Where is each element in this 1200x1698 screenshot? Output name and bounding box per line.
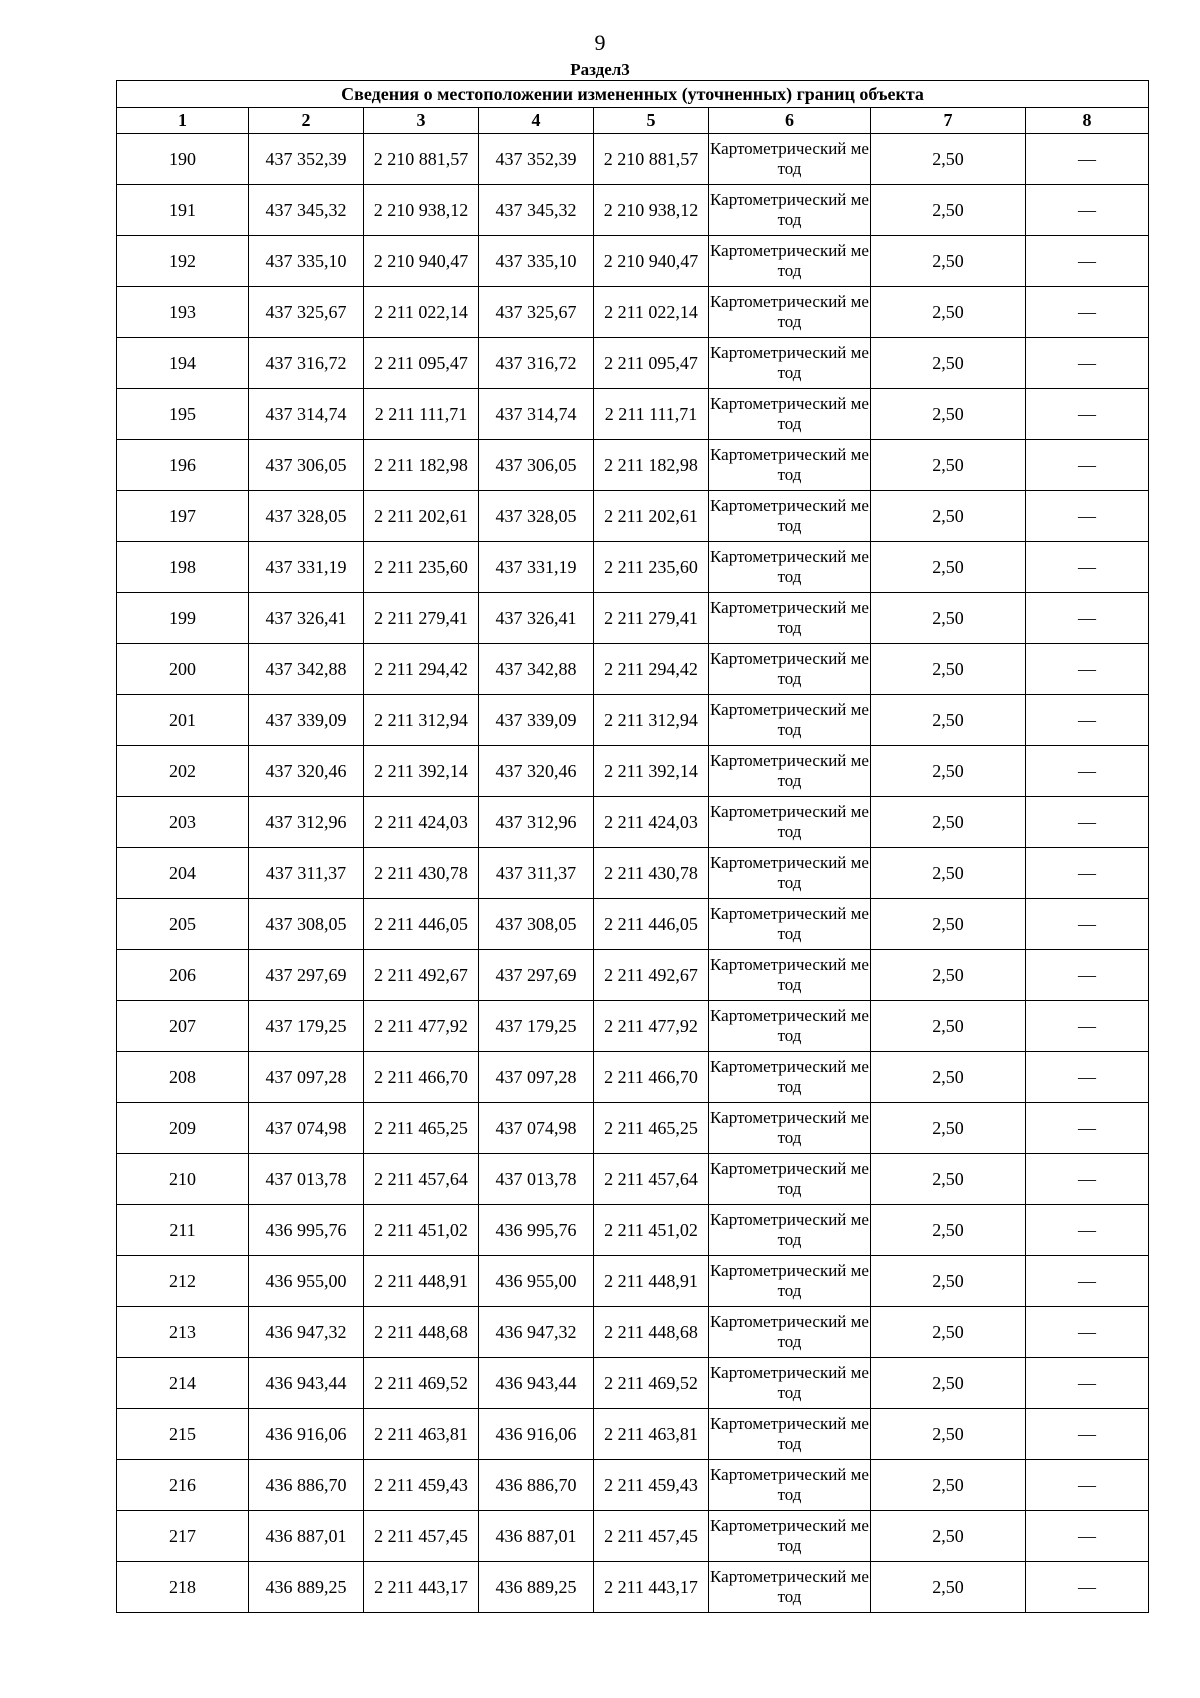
table-row	[117, 1256, 1149, 1307]
cell-x-new: 437 097,28	[479, 1052, 594, 1103]
cell-y-existing: 2 211 492,67	[364, 950, 479, 1001]
cell-method: Картометрический метод	[709, 287, 871, 338]
cell-x-existing: 436 887,01	[249, 1511, 364, 1562]
cell-x-existing: 437 331,19	[249, 542, 364, 593]
cell-x-new: 437 335,10	[479, 236, 594, 287]
cell-note: —	[1026, 1001, 1149, 1052]
cell-x-new: 437 352,39	[479, 134, 594, 185]
cell-note: —	[1026, 338, 1149, 389]
cell-point-number: 193	[117, 287, 249, 338]
cell-y-new: 2 211 202,61	[594, 491, 709, 542]
cell-y-existing: 2 211 446,05	[364, 899, 479, 950]
table-row	[117, 236, 1149, 287]
cell-x-new: 437 325,67	[479, 287, 594, 338]
cell-y-existing: 2 210 940,47	[364, 236, 479, 287]
cell-point-number: 195	[117, 389, 249, 440]
cell-y-existing: 2 211 111,71	[364, 389, 479, 440]
cell-accuracy: 2,50	[871, 1511, 1026, 1562]
cell-note: —	[1026, 1307, 1149, 1358]
cell-accuracy: 2,50	[871, 491, 1026, 542]
cell-y-existing: 2 211 477,92	[364, 1001, 479, 1052]
cell-x-new: 437 013,78	[479, 1154, 594, 1205]
cell-y-existing: 2 211 469,52	[364, 1358, 479, 1409]
cell-accuracy: 2,50	[871, 593, 1026, 644]
cell-y-new: 2 211 465,25	[594, 1103, 709, 1154]
column-header-row	[117, 108, 1149, 134]
cell-note: —	[1026, 950, 1149, 1001]
cell-x-existing: 437 314,74	[249, 389, 364, 440]
cell-method: Картометрический метод	[709, 1103, 871, 1154]
cell-point-number: 196	[117, 440, 249, 491]
cell-y-existing: 2 211 463,81	[364, 1409, 479, 1460]
cell-y-existing: 2 211 430,78	[364, 848, 479, 899]
cell-x-existing: 437 345,32	[249, 185, 364, 236]
cell-accuracy: 2,50	[871, 899, 1026, 950]
cell-y-new: 2 211 459,43	[594, 1460, 709, 1511]
cell-x-existing: 437 339,09	[249, 695, 364, 746]
cell-x-existing: 436 995,76	[249, 1205, 364, 1256]
cell-note: —	[1026, 644, 1149, 695]
cell-note: —	[1026, 1511, 1149, 1562]
cell-x-existing: 437 308,05	[249, 899, 364, 950]
cell-x-existing: 437 311,37	[249, 848, 364, 899]
cell-y-new: 2 211 448,68	[594, 1307, 709, 1358]
cell-x-new: 436 947,32	[479, 1307, 594, 1358]
cell-note: —	[1026, 491, 1149, 542]
cell-y-new: 2 211 022,14	[594, 287, 709, 338]
cell-point-number: 208	[117, 1052, 249, 1103]
cell-method: Картометрический метод	[709, 1154, 871, 1205]
table-row	[117, 389, 1149, 440]
table-row	[117, 440, 1149, 491]
table-row	[117, 797, 1149, 848]
cell-accuracy: 2,50	[871, 1103, 1026, 1154]
cell-x-new: 437 311,37	[479, 848, 594, 899]
cell-y-new: 2 211 477,92	[594, 1001, 709, 1052]
cell-y-new: 2 211 095,47	[594, 338, 709, 389]
cell-method: Картометрический метод	[709, 1205, 871, 1256]
table-row	[117, 1154, 1149, 1205]
cell-method: Картометрический метод	[709, 338, 871, 389]
column-header: 5	[594, 108, 709, 134]
cell-x-existing: 437 306,05	[249, 440, 364, 491]
cell-note: —	[1026, 440, 1149, 491]
cell-x-new: 436 916,06	[479, 1409, 594, 1460]
table-row	[117, 1511, 1149, 1562]
cell-x-new: 437 345,32	[479, 185, 594, 236]
cell-x-existing: 436 947,32	[249, 1307, 364, 1358]
cell-note: —	[1026, 1460, 1149, 1511]
column-header: 6	[709, 108, 871, 134]
cell-method: Картометрический метод	[709, 644, 871, 695]
table-row	[117, 542, 1149, 593]
cell-y-existing: 2 211 392,14	[364, 746, 479, 797]
cell-accuracy: 2,50	[871, 1205, 1026, 1256]
cell-note: —	[1026, 542, 1149, 593]
cell-y-new: 2 211 446,05	[594, 899, 709, 950]
cell-accuracy: 2,50	[871, 1358, 1026, 1409]
cell-point-number: 213	[117, 1307, 249, 1358]
cell-x-new: 437 308,05	[479, 899, 594, 950]
cell-accuracy: 2,50	[871, 542, 1026, 593]
cell-x-existing: 436 916,06	[249, 1409, 364, 1460]
cell-x-existing: 437 013,78	[249, 1154, 364, 1205]
cell-x-new: 436 995,76	[479, 1205, 594, 1256]
table-row	[117, 491, 1149, 542]
cell-point-number: 215	[117, 1409, 249, 1460]
column-header: 1	[117, 108, 249, 134]
column-header: 8	[1026, 108, 1149, 134]
table-body	[117, 134, 1149, 1613]
cell-accuracy: 2,50	[871, 134, 1026, 185]
table-row	[117, 848, 1149, 899]
cell-y-new: 2 211 294,42	[594, 644, 709, 695]
cell-x-new: 436 886,70	[479, 1460, 594, 1511]
cell-y-new: 2 211 430,78	[594, 848, 709, 899]
cell-y-new: 2 211 463,81	[594, 1409, 709, 1460]
cell-note: —	[1026, 134, 1149, 185]
cell-y-new: 2 211 492,67	[594, 950, 709, 1001]
cell-point-number: 211	[117, 1205, 249, 1256]
table-row	[117, 338, 1149, 389]
cell-method: Картометрический метод	[709, 797, 871, 848]
cell-method: Картометрический метод	[709, 236, 871, 287]
cell-x-existing: 437 335,10	[249, 236, 364, 287]
cell-point-number: 218	[117, 1562, 249, 1613]
cell-y-new: 2 211 448,91	[594, 1256, 709, 1307]
cell-y-existing: 2 211 459,43	[364, 1460, 479, 1511]
cell-y-existing: 2 211 022,14	[364, 287, 479, 338]
cell-method: Картометрический метод	[709, 848, 871, 899]
cell-x-new: 436 955,00	[479, 1256, 594, 1307]
cell-point-number: 204	[117, 848, 249, 899]
cell-x-new: 436 943,44	[479, 1358, 594, 1409]
cell-point-number: 214	[117, 1358, 249, 1409]
cell-x-new: 436 887,01	[479, 1511, 594, 1562]
cell-x-existing: 437 316,72	[249, 338, 364, 389]
cell-method: Картометрический метод	[709, 899, 871, 950]
table-row	[117, 644, 1149, 695]
cell-note: —	[1026, 1154, 1149, 1205]
cell-method: Картометрический метод	[709, 185, 871, 236]
table-row	[117, 1052, 1149, 1103]
cell-x-existing: 437 328,05	[249, 491, 364, 542]
cell-method: Картометрический метод	[709, 1409, 871, 1460]
column-header: 2	[249, 108, 364, 134]
cell-note: —	[1026, 287, 1149, 338]
cell-note: —	[1026, 848, 1149, 899]
cell-y-new: 2 211 312,94	[594, 695, 709, 746]
cell-note: —	[1026, 1205, 1149, 1256]
cell-point-number: 206	[117, 950, 249, 1001]
cell-accuracy: 2,50	[871, 848, 1026, 899]
table-row	[117, 1103, 1149, 1154]
cell-x-new: 437 306,05	[479, 440, 594, 491]
cell-method: Картометрический метод	[709, 1307, 871, 1358]
cell-x-new: 437 297,69	[479, 950, 594, 1001]
cell-y-existing: 2 211 448,68	[364, 1307, 479, 1358]
cell-method: Картометрический метод	[709, 1460, 871, 1511]
cell-y-existing: 2 211 294,42	[364, 644, 479, 695]
cell-y-new: 2 211 235,60	[594, 542, 709, 593]
cell-accuracy: 2,50	[871, 1562, 1026, 1613]
cell-note: —	[1026, 389, 1149, 440]
boundary-coordinates-table	[116, 80, 1149, 1613]
cell-accuracy: 2,50	[871, 389, 1026, 440]
cell-accuracy: 2,50	[871, 236, 1026, 287]
cell-method: Картометрический метод	[709, 1511, 871, 1562]
cell-x-existing: 436 943,44	[249, 1358, 364, 1409]
cell-y-new: 2 211 466,70	[594, 1052, 709, 1103]
cell-x-new: 437 331,19	[479, 542, 594, 593]
cell-accuracy: 2,50	[871, 1256, 1026, 1307]
cell-x-new: 437 328,05	[479, 491, 594, 542]
cell-y-existing: 2 211 443,17	[364, 1562, 479, 1613]
table-row	[117, 695, 1149, 746]
cell-x-existing: 437 097,28	[249, 1052, 364, 1103]
table-caption: Сведения о местоположении измененных (уточненных) границ объекта	[117, 81, 1149, 108]
cell-x-new: 437 314,74	[479, 389, 594, 440]
cell-y-new: 2 210 938,12	[594, 185, 709, 236]
cell-y-existing: 2 211 312,94	[364, 695, 479, 746]
cell-x-existing: 436 955,00	[249, 1256, 364, 1307]
cell-note: —	[1026, 746, 1149, 797]
table-row	[117, 287, 1149, 338]
cell-x-new: 437 326,41	[479, 593, 594, 644]
cell-x-existing: 437 312,96	[249, 797, 364, 848]
cell-method: Картометрический метод	[709, 746, 871, 797]
table-row	[117, 950, 1149, 1001]
table-row	[117, 899, 1149, 950]
cell-y-existing: 2 211 465,25	[364, 1103, 479, 1154]
cell-method: Картометрический метод	[709, 491, 871, 542]
cell-point-number: 191	[117, 185, 249, 236]
cell-note: —	[1026, 1103, 1149, 1154]
table-row	[117, 1409, 1149, 1460]
cell-point-number: 202	[117, 746, 249, 797]
cell-accuracy: 2,50	[871, 746, 1026, 797]
column-header: 7	[871, 108, 1026, 134]
cell-x-existing: 436 886,70	[249, 1460, 364, 1511]
cell-note: —	[1026, 593, 1149, 644]
cell-y-new: 2 211 451,02	[594, 1205, 709, 1256]
cell-y-new: 2 211 182,98	[594, 440, 709, 491]
cell-point-number: 190	[117, 134, 249, 185]
cell-y-new: 2 211 457,64	[594, 1154, 709, 1205]
cell-method: Картометрический метод	[709, 1562, 871, 1613]
cell-accuracy: 2,50	[871, 1460, 1026, 1511]
cell-y-existing: 2 211 466,70	[364, 1052, 479, 1103]
cell-method: Картометрический метод	[709, 134, 871, 185]
cell-point-number: 209	[117, 1103, 249, 1154]
cell-accuracy: 2,50	[871, 950, 1026, 1001]
cell-x-new: 437 316,72	[479, 338, 594, 389]
table-row	[117, 1307, 1149, 1358]
cell-y-existing: 2 211 457,64	[364, 1154, 479, 1205]
cell-point-number: 199	[117, 593, 249, 644]
cell-point-number: 200	[117, 644, 249, 695]
cell-method: Картометрический метод	[709, 1052, 871, 1103]
cell-y-new: 2 211 469,52	[594, 1358, 709, 1409]
cell-point-number: 194	[117, 338, 249, 389]
cell-accuracy: 2,50	[871, 287, 1026, 338]
cell-x-new: 436 889,25	[479, 1562, 594, 1613]
cell-method: Картометрический метод	[709, 695, 871, 746]
cell-x-new: 437 312,96	[479, 797, 594, 848]
cell-note: —	[1026, 695, 1149, 746]
cell-x-new: 437 342,88	[479, 644, 594, 695]
table-row	[117, 134, 1149, 185]
cell-point-number: 212	[117, 1256, 249, 1307]
cell-accuracy: 2,50	[871, 1409, 1026, 1460]
cell-y-existing: 2 211 095,47	[364, 338, 479, 389]
cell-accuracy: 2,50	[871, 1052, 1026, 1103]
cell-accuracy: 2,50	[871, 1307, 1026, 1358]
cell-y-new: 2 211 392,14	[594, 746, 709, 797]
cell-accuracy: 2,50	[871, 338, 1026, 389]
cell-point-number: 203	[117, 797, 249, 848]
cell-method: Картометрический метод	[709, 440, 871, 491]
cell-method: Картометрический метод	[709, 1256, 871, 1307]
cell-y-existing: 2 211 457,45	[364, 1511, 479, 1562]
cell-point-number: 198	[117, 542, 249, 593]
cell-accuracy: 2,50	[871, 440, 1026, 491]
cell-point-number: 210	[117, 1154, 249, 1205]
cell-x-new: 437 320,46	[479, 746, 594, 797]
cell-method: Картометрический метод	[709, 1001, 871, 1052]
cell-y-new: 2 211 279,41	[594, 593, 709, 644]
cell-method: Картометрический метод	[709, 950, 871, 1001]
section-title: Раздел3	[570, 60, 630, 79]
cell-y-existing: 2 211 279,41	[364, 593, 479, 644]
cell-y-existing: 2 210 938,12	[364, 185, 479, 236]
cell-y-existing: 2 211 182,98	[364, 440, 479, 491]
cell-y-new: 2 211 443,17	[594, 1562, 709, 1613]
cell-note: —	[1026, 1358, 1149, 1409]
cell-point-number: 201	[117, 695, 249, 746]
column-header: 4	[479, 108, 594, 134]
cell-note: —	[1026, 1052, 1149, 1103]
cell-x-existing: 437 297,69	[249, 950, 364, 1001]
cell-y-existing: 2 211 451,02	[364, 1205, 479, 1256]
cell-y-existing: 2 211 448,91	[364, 1256, 479, 1307]
cell-accuracy: 2,50	[871, 185, 1026, 236]
cell-y-existing: 2 210 881,57	[364, 134, 479, 185]
cell-x-existing: 437 352,39	[249, 134, 364, 185]
cell-y-existing: 2 211 424,03	[364, 797, 479, 848]
cell-x-existing: 436 889,25	[249, 1562, 364, 1613]
cell-x-new: 437 339,09	[479, 695, 594, 746]
cell-x-existing: 437 074,98	[249, 1103, 364, 1154]
cell-accuracy: 2,50	[871, 644, 1026, 695]
cell-method: Картометрический метод	[709, 542, 871, 593]
cell-y-new: 2 211 424,03	[594, 797, 709, 848]
cell-x-existing: 437 179,25	[249, 1001, 364, 1052]
cell-accuracy: 2,50	[871, 1154, 1026, 1205]
cell-y-existing: 2 211 235,60	[364, 542, 479, 593]
table-row	[117, 746, 1149, 797]
cell-point-number: 197	[117, 491, 249, 542]
cell-x-new: 437 074,98	[479, 1103, 594, 1154]
table-row	[117, 1358, 1149, 1409]
column-header: 3	[364, 108, 479, 134]
cell-x-new: 437 179,25	[479, 1001, 594, 1052]
cell-note: —	[1026, 236, 1149, 287]
cell-point-number: 192	[117, 236, 249, 287]
cell-point-number: 217	[117, 1511, 249, 1562]
cell-note: —	[1026, 797, 1149, 848]
table-row	[117, 1460, 1149, 1511]
cell-note: —	[1026, 1562, 1149, 1613]
table-row	[117, 1562, 1149, 1613]
cell-note: —	[1026, 1256, 1149, 1307]
table-row	[117, 593, 1149, 644]
cell-point-number: 207	[117, 1001, 249, 1052]
cell-x-existing: 437 325,67	[249, 287, 364, 338]
cell-accuracy: 2,50	[871, 695, 1026, 746]
cell-point-number: 216	[117, 1460, 249, 1511]
cell-y-new: 2 210 881,57	[594, 134, 709, 185]
cell-method: Картометрический метод	[709, 389, 871, 440]
cell-accuracy: 2,50	[871, 1001, 1026, 1052]
cell-note: —	[1026, 899, 1149, 950]
cell-note: —	[1026, 1409, 1149, 1460]
cell-note: —	[1026, 185, 1149, 236]
cell-x-existing: 437 326,41	[249, 593, 364, 644]
cell-method: Картометрический метод	[709, 593, 871, 644]
cell-y-new: 2 211 457,45	[594, 1511, 709, 1562]
cell-point-number: 205	[117, 899, 249, 950]
cell-y-existing: 2 211 202,61	[364, 491, 479, 542]
table-row	[117, 1205, 1149, 1256]
cell-x-existing: 437 320,46	[249, 746, 364, 797]
table-row	[117, 185, 1149, 236]
cell-y-new: 2 211 111,71	[594, 389, 709, 440]
cell-y-new: 2 210 940,47	[594, 236, 709, 287]
cell-accuracy: 2,50	[871, 797, 1026, 848]
page-number: 9	[594, 30, 606, 55]
cell-method: Картометрический метод	[709, 1358, 871, 1409]
cell-x-existing: 437 342,88	[249, 644, 364, 695]
table-row	[117, 1001, 1149, 1052]
